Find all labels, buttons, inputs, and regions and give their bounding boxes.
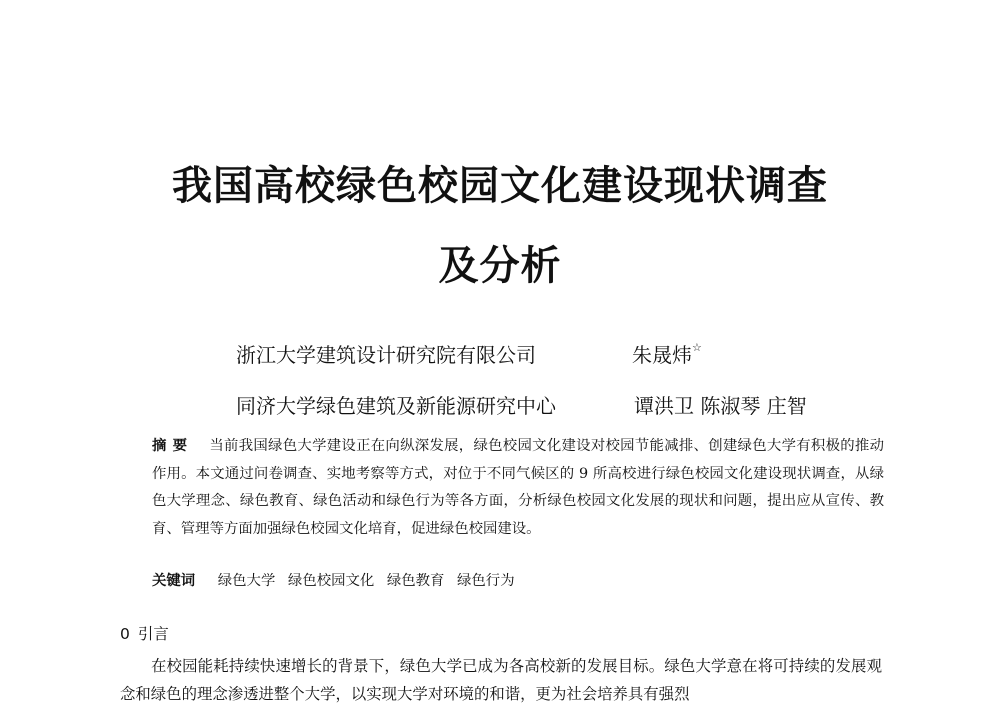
keyword: 绿色校园文化 xyxy=(287,573,375,589)
author-names-1: 朱晟炜 xyxy=(632,343,692,367)
affiliation-row-1 xyxy=(236,341,702,367)
corresponding-author-mark: ☆ xyxy=(692,341,702,354)
section-heading xyxy=(120,624,169,644)
body-paragraph: 在校园能耗持续快速增长的背景下，绿色大学已成为各高校新的发展目标。绿色大学意在将可持续的发展观念和绿色的理念渗透进整个大学，以实现大学对环境的和谐，更为社会培养具有强烈 xyxy=(120,657,882,703)
affiliation-authors-1 xyxy=(632,341,702,367)
keywords-label: 关键词 xyxy=(152,573,196,589)
affiliation-organization-2: 同济大学绿色建筑及新能源研究中心 xyxy=(236,394,556,418)
paper-title-line-1: 我国高校绿色校园文化建设现状调查 xyxy=(172,163,828,209)
keyword: 绿色大学 xyxy=(217,573,276,589)
section-number: 0 xyxy=(120,625,130,643)
abstract-label: 摘要 xyxy=(152,438,194,454)
abstract-text: 当前我国绿色大学建设正在向纵深发展，绿色校园文化建设对校园节能减排、创建绿色大学有积极的推动作用。本文通过问卷调查、实地考察等方式，对位于不同气候区的 9 所高校进行绿色校园文化建设现状调查，从绿色大学理念、绿色教育、绿色活动和绿色行为等各方面，分析绿色校园文化发展的现状和问题，提出应从宣传、教育、管理等方面加强绿色校园文化培育，促进绿色校园建设。 xyxy=(152,438,884,537)
abstract-paragraph xyxy=(152,433,884,543)
section-title: 引言 xyxy=(137,625,169,643)
keyword: 绿色行为 xyxy=(457,573,515,589)
keyword: 绿色教育 xyxy=(386,573,445,589)
affiliation-row-2 xyxy=(236,396,807,416)
keywords-line xyxy=(152,571,523,591)
paper-title-line-2: 及分析 xyxy=(438,243,562,289)
affiliation-organization-1: 浙江大学建筑设计研究院有限公司 xyxy=(236,343,536,367)
affiliation-authors-2: 谭洪卫 陈淑琴 庄智 xyxy=(634,394,807,418)
